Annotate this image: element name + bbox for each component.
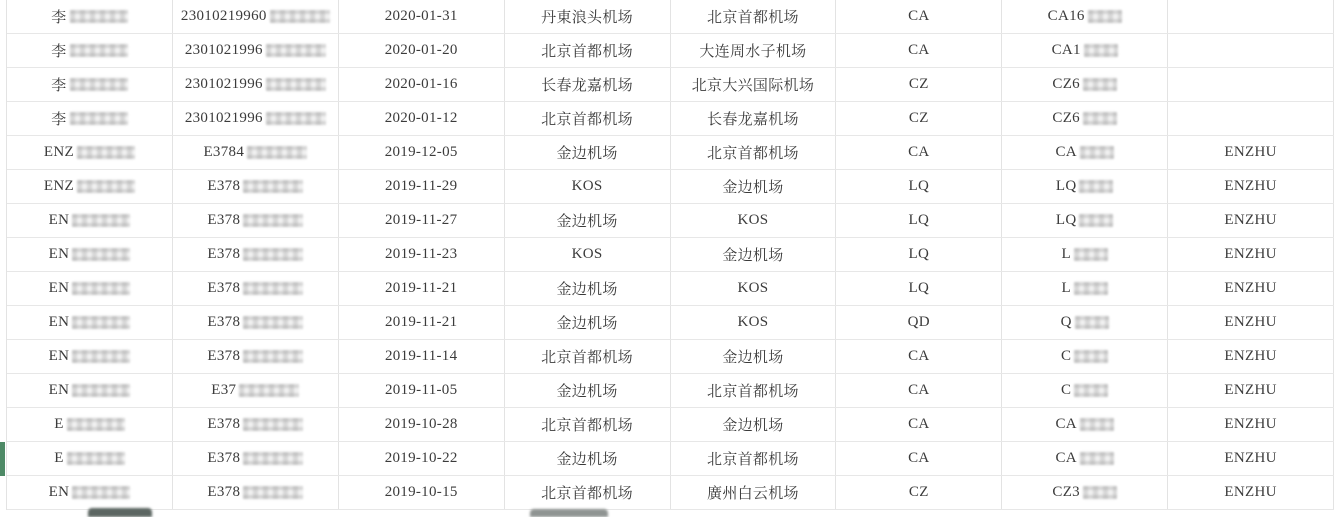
table-row xyxy=(7,68,1334,102)
redacted-id xyxy=(243,350,303,363)
table-row xyxy=(7,408,1334,442)
id-text: E378 xyxy=(207,280,241,296)
name-text: E xyxy=(54,450,64,466)
cell-airline-code[interactable]: CA xyxy=(836,374,1002,407)
cell-flight-number[interactable] xyxy=(1002,238,1168,271)
cell-id-number[interactable] xyxy=(173,374,339,407)
cell-arrival-airport[interactable]: 金边机场 xyxy=(671,340,837,373)
flight-number-text: CA xyxy=(1055,450,1077,466)
redacted-flight-number xyxy=(1074,248,1108,261)
cell-flight-date[interactable]: 2019-11-27 xyxy=(339,204,505,237)
flight-number-text: CA16 xyxy=(1047,8,1085,24)
partial-row-redacted-content xyxy=(88,508,152,517)
flight-number-text: Q xyxy=(1060,314,1072,330)
flight-number-text: CA xyxy=(1055,144,1077,160)
cell-remark[interactable]: ENZHU xyxy=(1168,408,1334,441)
id-text: E378 xyxy=(207,178,241,194)
redacted-flight-number xyxy=(1083,112,1117,125)
name-text: EN xyxy=(48,246,70,262)
cell-remark[interactable] xyxy=(1168,0,1334,33)
cell-arrival-airport[interactable]: KOS xyxy=(671,306,837,339)
id-text: E37 xyxy=(211,382,237,398)
id-text: E378 xyxy=(207,484,241,500)
redacted-flight-number xyxy=(1079,180,1113,193)
table-row xyxy=(7,340,1334,374)
redacted-name xyxy=(72,486,130,499)
cell-passenger-name[interactable] xyxy=(7,204,173,237)
cell-remark[interactable]: ENZHU xyxy=(1168,238,1334,271)
id-text: 2301021996 xyxy=(184,110,263,126)
cell-arrival-airport[interactable]: 北京首都机场 xyxy=(671,442,837,475)
redacted-flight-number xyxy=(1080,452,1114,465)
cell-flight-number[interactable] xyxy=(1002,102,1168,135)
flight-number-text: CZ3 xyxy=(1052,484,1080,500)
redacted-flight-number xyxy=(1075,316,1109,329)
cell-id-number[interactable] xyxy=(173,340,339,373)
cell-flight-date[interactable]: 2019-11-21 xyxy=(339,272,505,305)
name-text: EN xyxy=(48,382,70,398)
redacted-flight-number xyxy=(1074,282,1108,295)
cell-flight-number[interactable] xyxy=(1002,0,1168,33)
cell-flight-date[interactable]: 2020-01-16 xyxy=(339,68,505,101)
cell-airline-code[interactable]: CA xyxy=(836,408,1002,441)
name-text: 李 xyxy=(51,78,67,94)
cell-departure-airport[interactable]: 北京首都机场 xyxy=(505,408,671,441)
cell-departure-airport[interactable]: 北京首都机场 xyxy=(505,340,671,373)
cell-id-number[interactable] xyxy=(173,204,339,237)
cell-arrival-airport[interactable]: 北京大兴国际机场 xyxy=(671,68,837,101)
redacted-name xyxy=(72,282,130,295)
table-row xyxy=(7,170,1334,204)
flight-number-text: CZ6 xyxy=(1052,110,1080,126)
table-row xyxy=(7,34,1334,68)
id-text: E378 xyxy=(207,348,241,364)
table-row xyxy=(7,102,1334,136)
cell-flight-number[interactable] xyxy=(1002,136,1168,169)
cell-departure-airport[interactable]: 金边机场 xyxy=(505,272,671,305)
redacted-flight-number xyxy=(1080,146,1114,159)
cell-flight-number[interactable] xyxy=(1002,272,1168,305)
redacted-name xyxy=(72,214,130,227)
cell-passenger-name[interactable] xyxy=(7,102,173,135)
name-text: EN xyxy=(48,314,70,330)
flight-number-text: LQ xyxy=(1055,212,1077,228)
table-row xyxy=(7,204,1334,238)
cell-arrival-airport[interactable]: 金边机场 xyxy=(671,408,837,441)
table-row xyxy=(7,238,1334,272)
cell-airline-code[interactable]: CA xyxy=(836,0,1002,33)
redacted-name xyxy=(70,44,128,57)
cell-flight-date[interactable]: 2019-10-22 xyxy=(339,442,505,475)
cell-passenger-name[interactable] xyxy=(7,136,173,169)
cell-flight-date[interactable]: 2020-01-12 xyxy=(339,102,505,135)
cell-remark[interactable] xyxy=(1168,34,1334,67)
cell-airline-code[interactable]: CZ xyxy=(836,476,1002,509)
cell-arrival-airport[interactable]: 北京首都机场 xyxy=(671,136,837,169)
cell-flight-date[interactable]: 2019-11-29 xyxy=(339,170,505,203)
redacted-id xyxy=(266,112,326,125)
name-text: E xyxy=(54,416,64,432)
id-text: 2301021996 xyxy=(184,76,263,92)
cell-flight-date[interactable]: 2019-11-23 xyxy=(339,238,505,271)
cell-id-number[interactable] xyxy=(173,136,339,169)
redacted-id xyxy=(270,10,330,23)
cell-flight-number[interactable] xyxy=(1002,374,1168,407)
redacted-name xyxy=(70,78,128,91)
cell-arrival-airport[interactable]: 金边机场 xyxy=(671,170,837,203)
cell-passenger-name[interactable] xyxy=(7,170,173,203)
cell-departure-airport[interactable]: 北京首都机场 xyxy=(505,34,671,67)
redacted-flight-number xyxy=(1074,350,1108,363)
name-text: 李 xyxy=(51,44,67,60)
redacted-id xyxy=(266,44,326,57)
cell-flight-number[interactable] xyxy=(1002,442,1168,475)
cell-id-number[interactable] xyxy=(173,238,339,271)
cell-departure-airport[interactable]: 丹東浪头机场 xyxy=(505,0,671,33)
cell-departure-airport[interactable]: KOS xyxy=(505,238,671,271)
redacted-id xyxy=(243,282,303,295)
flight-number-text: C xyxy=(1061,348,1072,364)
redacted-name xyxy=(72,384,130,397)
cell-id-number[interactable] xyxy=(173,34,339,67)
id-text: E378 xyxy=(207,416,241,432)
redacted-id xyxy=(243,452,303,465)
id-text: E378 xyxy=(207,450,241,466)
cell-airline-code[interactable]: CA xyxy=(836,442,1002,475)
redacted-id xyxy=(243,214,303,227)
cell-airline-code[interactable]: QD xyxy=(836,306,1002,339)
redacted-id xyxy=(243,486,303,499)
cell-flight-date[interactable]: 2019-12-05 xyxy=(339,136,505,169)
cell-arrival-airport[interactable]: 大连周水子机场 xyxy=(671,34,837,67)
cell-flight-date[interactable]: 2019-10-15 xyxy=(339,476,505,509)
name-text: EN xyxy=(48,280,70,296)
cell-departure-airport[interactable]: 金边机场 xyxy=(505,442,671,475)
cell-departure-airport[interactable]: 金边机场 xyxy=(505,136,671,169)
cell-flight-number[interactable] xyxy=(1002,408,1168,441)
cell-remark[interactable]: ENZHU xyxy=(1168,136,1334,169)
cell-remark[interactable]: ENZHU xyxy=(1168,204,1334,237)
cell-passenger-name[interactable] xyxy=(7,34,173,67)
cell-arrival-airport[interactable]: 廣州白云机场 xyxy=(671,476,837,509)
redacted-id xyxy=(243,248,303,261)
cell-airline-code[interactable]: LQ xyxy=(836,238,1002,271)
id-text: 2301021996 xyxy=(184,42,263,58)
flight-number-text: C xyxy=(1061,382,1072,398)
cell-remark[interactable]: ENZHU xyxy=(1168,340,1334,373)
redacted-name xyxy=(72,350,130,363)
cell-departure-airport[interactable]: 长春龙嘉机场 xyxy=(505,68,671,101)
id-text: E378 xyxy=(207,212,241,228)
redacted-flight-number xyxy=(1079,214,1113,227)
cell-remark[interactable]: ENZHU xyxy=(1168,442,1334,475)
cell-arrival-airport[interactable]: 金边机场 xyxy=(671,238,837,271)
cell-id-number[interactable] xyxy=(173,0,339,33)
cell-passenger-name[interactable] xyxy=(7,340,173,373)
cell-id-number[interactable] xyxy=(173,408,339,441)
cell-remark[interactable] xyxy=(1168,102,1334,135)
cell-passenger-name[interactable] xyxy=(7,476,173,509)
cell-flight-date[interactable]: 2019-11-05 xyxy=(339,374,505,407)
cell-id-number[interactable] xyxy=(173,170,339,203)
table-row xyxy=(7,272,1334,306)
redacted-flight-number xyxy=(1074,384,1108,397)
id-text: E378 xyxy=(207,246,241,262)
partial-next-row xyxy=(6,510,1334,514)
cell-airline-code[interactable]: LQ xyxy=(836,272,1002,305)
cell-passenger-name[interactable] xyxy=(7,374,173,407)
partial-row-redacted-content xyxy=(530,509,608,517)
flight-number-text: LQ xyxy=(1055,178,1077,194)
id-text: E3784 xyxy=(203,144,245,160)
cell-departure-airport[interactable]: 金边机场 xyxy=(505,374,671,407)
redacted-id xyxy=(266,78,326,91)
flight-number-text: CA xyxy=(1055,416,1077,432)
cell-arrival-airport[interactable]: 北京首都机场 xyxy=(671,0,837,33)
flight-table xyxy=(6,0,1334,510)
cell-id-number[interactable] xyxy=(173,442,339,475)
redacted-flight-number xyxy=(1083,78,1117,91)
cell-passenger-name[interactable] xyxy=(7,408,173,441)
name-text: EN xyxy=(48,212,70,228)
redacted-name xyxy=(77,146,135,159)
cell-flight-number[interactable] xyxy=(1002,476,1168,509)
cell-flight-date[interactable]: 2019-11-21 xyxy=(339,306,505,339)
cell-passenger-name[interactable] xyxy=(7,306,173,339)
cell-departure-airport[interactable]: 金边机场 xyxy=(505,204,671,237)
cell-flight-date[interactable]: 2020-01-31 xyxy=(339,0,505,33)
redacted-flight-number xyxy=(1080,418,1114,431)
cell-passenger-name[interactable] xyxy=(7,68,173,101)
name-text: ENZ xyxy=(43,178,74,194)
redacted-flight-number xyxy=(1088,10,1122,23)
cell-airline-code[interactable]: CA xyxy=(836,340,1002,373)
cell-arrival-airport[interactable]: 长春龙嘉机场 xyxy=(671,102,837,135)
cell-flight-date[interactable]: 2019-10-28 xyxy=(339,408,505,441)
flight-number-text: L xyxy=(1061,280,1071,296)
cell-remark[interactable]: ENZHU xyxy=(1168,170,1334,203)
flight-number-text: L xyxy=(1061,246,1071,262)
table-row xyxy=(7,374,1334,408)
flight-number-text: CZ6 xyxy=(1052,76,1080,92)
name-text: 李 xyxy=(51,10,67,26)
redacted-flight-number xyxy=(1083,486,1117,499)
redacted-id xyxy=(247,146,307,159)
cell-remark[interactable]: ENZHU xyxy=(1168,374,1334,407)
cell-airline-code[interactable]: CZ xyxy=(836,102,1002,135)
cell-flight-date[interactable]: 2019-11-14 xyxy=(339,340,505,373)
cell-passenger-name[interactable] xyxy=(7,238,173,271)
cell-flight-number[interactable] xyxy=(1002,68,1168,101)
cell-passenger-name[interactable] xyxy=(7,442,173,475)
cell-id-number[interactable] xyxy=(173,102,339,135)
redacted-name xyxy=(70,112,128,125)
name-text: 李 xyxy=(51,112,67,128)
cell-flight-number[interactable] xyxy=(1002,340,1168,373)
redacted-name xyxy=(72,316,130,329)
cell-airline-code[interactable]: LQ xyxy=(836,170,1002,203)
cell-departure-airport[interactable]: KOS xyxy=(505,170,671,203)
cell-passenger-name[interactable] xyxy=(7,272,173,305)
cell-departure-airport[interactable]: 北京首都机场 xyxy=(505,102,671,135)
cell-passenger-name[interactable] xyxy=(7,0,173,33)
cell-airline-code[interactable]: LQ xyxy=(836,204,1002,237)
name-text: EN xyxy=(48,484,70,500)
cell-remark[interactable]: ENZHU xyxy=(1168,272,1334,305)
cell-flight-date[interactable]: 2020-01-20 xyxy=(339,34,505,67)
redacted-name xyxy=(70,10,128,23)
redacted-id xyxy=(243,418,303,431)
id-text: 23010219960 xyxy=(180,8,267,24)
redacted-name xyxy=(67,418,125,431)
cell-flight-number[interactable] xyxy=(1002,170,1168,203)
redacted-id xyxy=(243,180,303,193)
cell-arrival-airport[interactable]: KOS xyxy=(671,204,837,237)
cell-id-number[interactable] xyxy=(173,272,339,305)
flight-number-text: CA1 xyxy=(1051,42,1081,58)
redacted-id xyxy=(239,384,299,397)
table-row xyxy=(7,476,1334,510)
row-selection-indicator xyxy=(0,442,5,476)
cell-remark[interactable]: ENZHU xyxy=(1168,476,1334,509)
redacted-name xyxy=(72,248,130,261)
name-text: ENZ xyxy=(43,144,74,160)
table-row xyxy=(7,306,1334,340)
redacted-name xyxy=(77,180,135,193)
cell-departure-airport[interactable]: 北京首都机场 xyxy=(505,476,671,509)
cell-flight-number[interactable] xyxy=(1002,204,1168,237)
redacted-id xyxy=(243,316,303,329)
name-text: EN xyxy=(48,348,70,364)
redacted-flight-number xyxy=(1084,44,1118,57)
table-row xyxy=(7,136,1334,170)
cell-airline-code[interactable]: CZ xyxy=(836,68,1002,101)
cell-id-number[interactable] xyxy=(173,476,339,509)
id-text: E378 xyxy=(207,314,241,330)
cell-airline-code[interactable]: CA xyxy=(836,136,1002,169)
cell-id-number[interactable] xyxy=(173,306,339,339)
cell-id-number[interactable] xyxy=(173,68,339,101)
cell-remark[interactable] xyxy=(1168,68,1334,101)
cell-remark[interactable]: ENZHU xyxy=(1168,306,1334,339)
cell-arrival-airport[interactable]: KOS xyxy=(671,272,837,305)
table-row xyxy=(7,442,1334,476)
table-row xyxy=(7,0,1334,34)
redacted-name xyxy=(67,452,125,465)
cell-flight-number[interactable] xyxy=(1002,306,1168,339)
cell-flight-number[interactable] xyxy=(1002,34,1168,67)
cell-airline-code[interactable]: CA xyxy=(836,34,1002,67)
cell-departure-airport[interactable]: 金边机场 xyxy=(505,306,671,339)
cell-arrival-airport[interactable]: 北京首都机场 xyxy=(671,374,837,407)
